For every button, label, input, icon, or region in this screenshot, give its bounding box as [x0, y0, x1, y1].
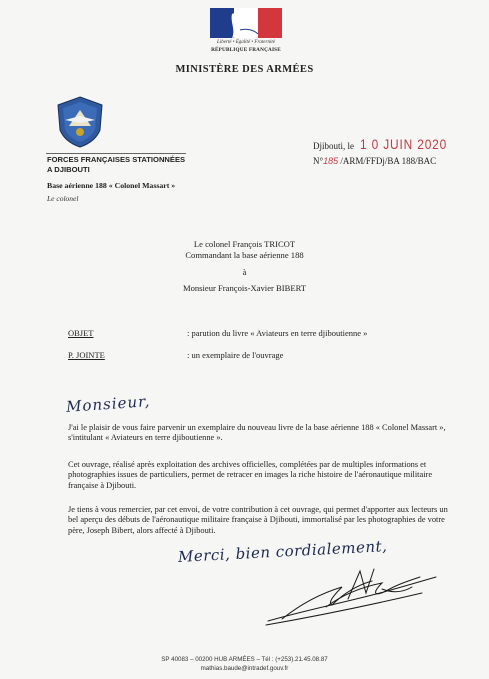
pj-label: P. JOINTE: [68, 350, 105, 360]
sender-unit: [47, 155, 185, 174]
sender-unit-line1: FORCES FRANÇAISES STATIONNÉES: [47, 155, 186, 164]
marianne-logo: [210, 8, 282, 52]
ref-number: 185: [323, 156, 339, 166]
pj-value: : un exemplaire de l'ouvrage: [187, 350, 284, 360]
objet-value: : parution du livre « Aviateurs en terre djiboutienne »: [187, 328, 368, 338]
signature: [262, 563, 440, 629]
republic-label: RÉPUBLIQUE FRANÇAISE: [211, 47, 281, 53]
crest-icon: [55, 96, 105, 148]
recipient: Monsieur François-Xavier BIBERT: [182, 283, 307, 293]
ref-prefix: N°: [313, 156, 324, 166]
sender-divider: [46, 153, 186, 154]
sender-unit-line2: A DJIBOUTI: [47, 164, 90, 174]
paragraph-3: Je tiens à vous remercier, par cet envoi, de votre contribution à cet ouvrage, qui permet d'apporter aux lecteurs un bel aperçu des débuts de l'aéronautique militaire française à Djibouti, immortalisé par les photographies de votre père, Joseph Bibert, alors affecté à Djibouti.: [68, 505, 448, 535]
salutation: Monsieur,: [65, 392, 151, 416]
footer-address: SP 40083 – 00200 HUB ARMÉES – Tél : (+253).21.45.08.87: [161, 656, 328, 663]
sender-base: Base aérienne 188 « Colonel Massart »: [47, 181, 176, 190]
place-label: Djibouti, le: [313, 141, 354, 151]
footer-email: mathias.baude@intradef.gouv.fr: [200, 665, 289, 672]
paragraph-2: Cet ouvrage, réalisé après exploitation des archives officielles, complétées par de multiples informations et photographies issues de particuliers, permet de retracer en images la riche histoire de l'aéronautique militaire française à Djibouti.: [68, 460, 433, 490]
date-stamp: 1 0 JUIN 2020: [360, 136, 448, 152]
sender-position: Le colonel: [47, 194, 79, 203]
ministry-title: MINISTÈRE DES ARMÉES: [175, 64, 314, 75]
motto: Liberté • Égalité • Fraternité: [217, 40, 275, 45]
reference: [313, 156, 436, 166]
ref-suffix: /ARM/FFDj/BA 188/BAC: [340, 156, 437, 166]
from-line2: Commandant la base aérienne 188: [185, 250, 304, 260]
paragraph-1: J'ai le plaisir de vous faire parvenir un exemplaire du nouveau livre de la base aérienne 188 « Colonel Massart », s'intitulant « Aviateurs en terre djiboutienne ».: [68, 423, 446, 443]
from-line1: Le colonel François TRICOT: [193, 239, 296, 249]
objet-label: OBJET: [68, 328, 94, 338]
closing: Merci, bien cordialement,: [177, 537, 388, 566]
to-word: à: [242, 267, 247, 277]
